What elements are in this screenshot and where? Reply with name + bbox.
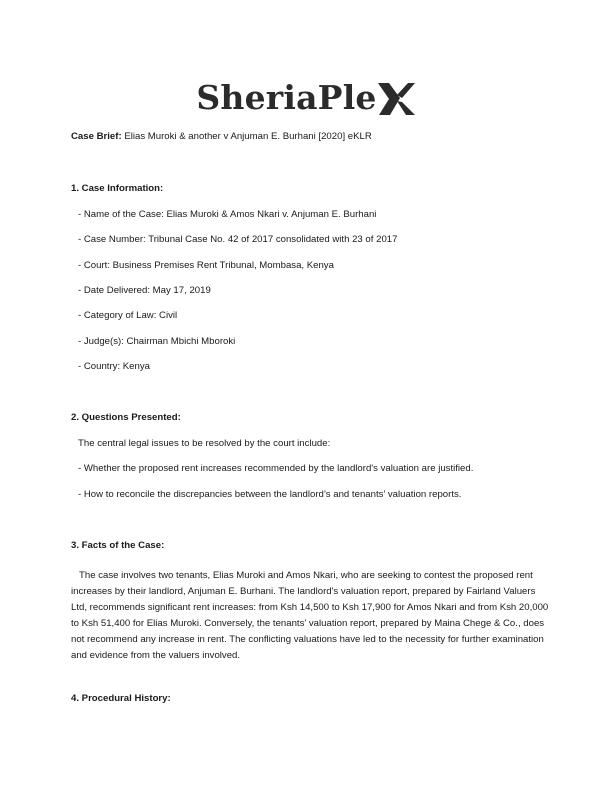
facts-paragraph: The case involves two tenants, Elias Muroki and Amos Nkari, who are seeking to contest the proposed rent increases by their landlord, Anjuman E. Burhani. The landlord's valuation report, prepared by Fairland Valuers Ltd, recommends significant rent increases: from Ksh 14,500 to Ksh 17,900 for Amos Nkari and from Ksh 20,000 to Ksh 51,400 for Elias Muroki. Conversely, the tenants' valuation report, prepared by Maina Chege & Co., does not recommend any increase in rent. The conflicting valuations have led to the necessity for further examination and evidence from the valuers involved.: [71, 570, 549, 661]
section-heading-questions-presented: 2. Questions Presented:: [71, 412, 181, 423]
section-heading-case-information: 1. Case Information:: [71, 183, 164, 194]
case-info-item: - Date Delivered: May 17, 2019: [78, 285, 211, 296]
case-info-item: - Country: Kenya: [78, 361, 150, 372]
questions-intro: The central legal issues to be resolved by the court include:: [78, 438, 331, 449]
case-info-item: - Court: Business Premises Rent Tribunal, Mombasa, Kenya: [78, 260, 334, 271]
section-heading-procedural-history: 4. Procedural History:: [71, 693, 171, 704]
sheriaplex-logo: [0, 72, 612, 122]
case-info-item: - Name of the Case: Elias Muroki & Amos Nkari v. Anjuman E. Burhani: [78, 209, 377, 220]
question-item: - How to reconcile the discrepancies between the landlord’s and tenants’ valuation reports.: [78, 489, 462, 500]
case-info-item: - Category of Law: Civil: [78, 310, 178, 321]
case-brief-line: [71, 130, 372, 143]
case-info-item: - Case Number: Tribunal Case No. 42 of 2017 consolidated with 23 of 2017: [78, 234, 398, 245]
case-brief-title: Elias Muroki & another v Anjuman E. Burhani [2020] eKLR: [124, 131, 372, 142]
question-item: - Whether the proposed rent increases recommended by the landlord's valuation are justified.: [78, 463, 474, 474]
section-heading-facts: 3. Facts of the Case:: [71, 540, 165, 551]
logo-x-icon: [378, 81, 416, 117]
case-brief-label: Case Brief:: [71, 131, 122, 142]
logo-wordmark: SheriaPle: [196, 77, 377, 117]
case-info-item: - Judge(s): Chairman Mbichi Mboroki: [78, 336, 236, 347]
